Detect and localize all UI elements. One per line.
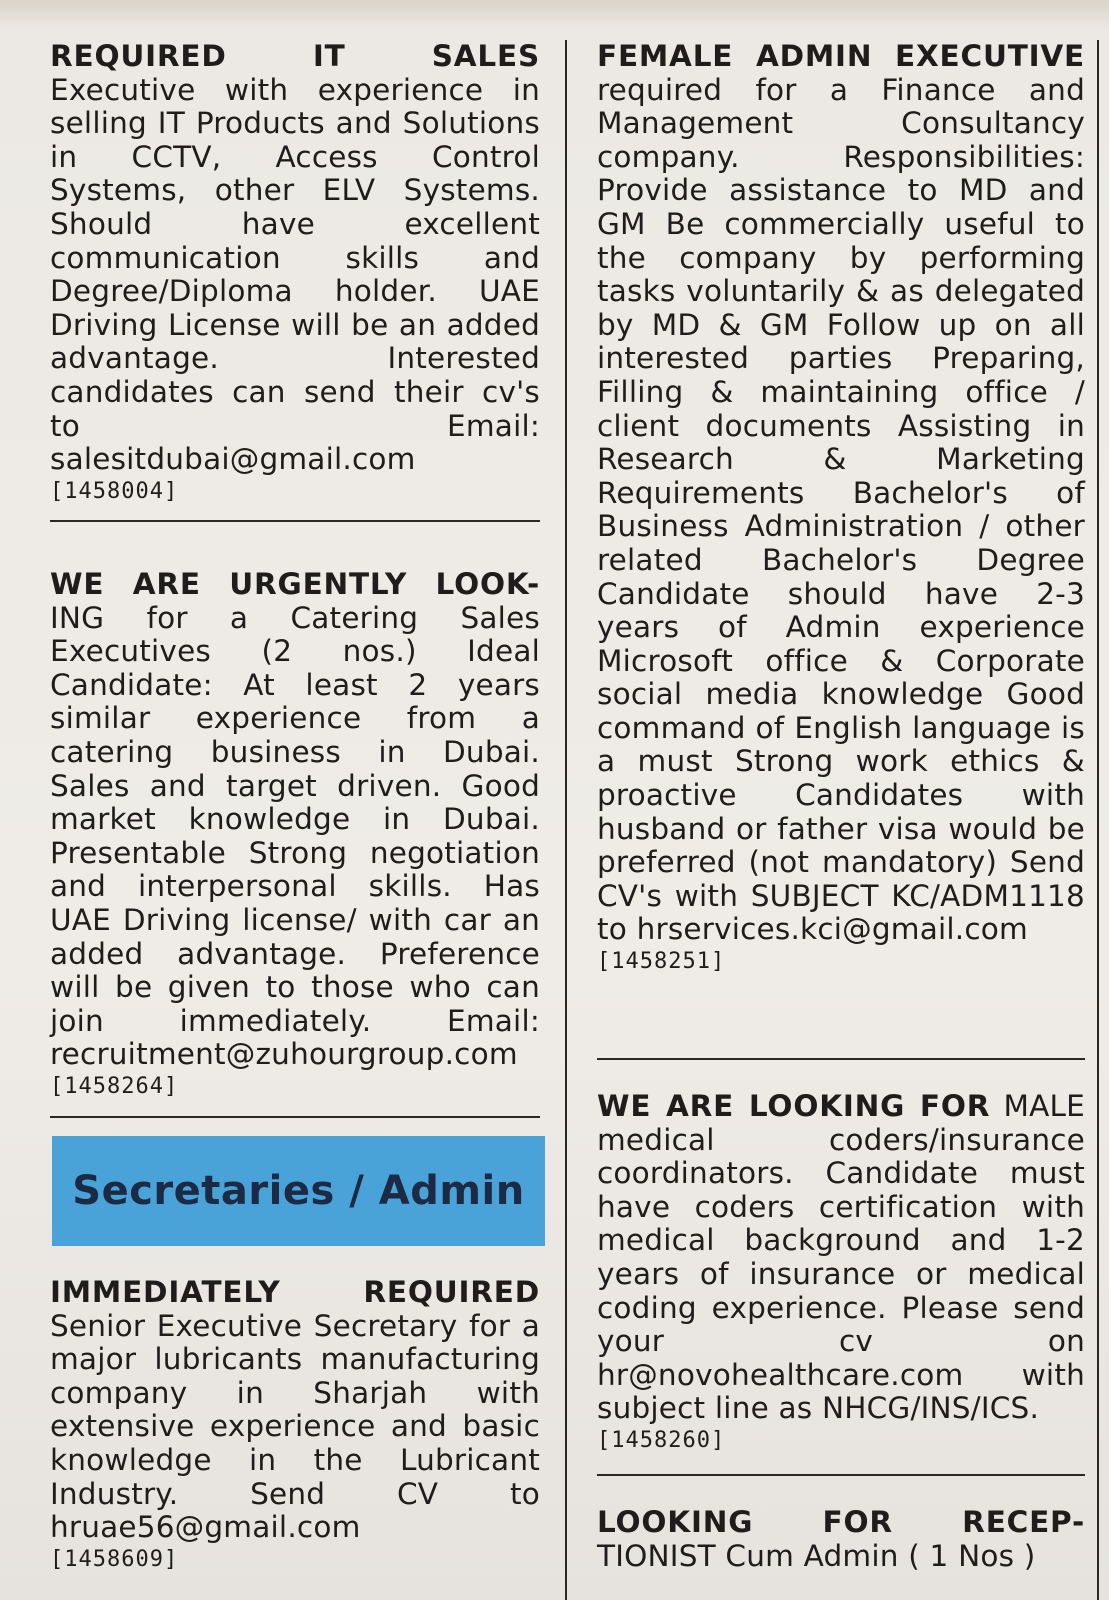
ad-heading: IMMEDIATELY REQUIRED [50, 1275, 540, 1309]
ad-heading: WE ARE URGENTLY LOOK- [50, 567, 540, 601]
ad-separator [50, 1116, 540, 1118]
ad-catering-sales [50, 568, 540, 1102]
ad-receptionist [597, 1506, 1085, 1573]
ad-reference: [1458251] [597, 949, 726, 975]
ad-separator [597, 1474, 1085, 1476]
column-divider [565, 40, 567, 1600]
section-title: Secretaries / Admin [72, 1168, 525, 1214]
ad-body: Senior Executive Secretary for a major lubricants manufacturing company in Sharjah with extensive experience and basic knowledge in the Lubricant Industry. Send CV to hruae56@gmail.com [50, 1308, 540, 1545]
ad-body: MALE medical coders/insurance coordinators. Candidate must have coders certification with medical background and 1-2 years of insurance or medical coding experience. Please send your cv on hr@novohealthcare.com with subject line as NHCG/INS/ICS. [597, 1089, 1086, 1426]
section-banner [52, 1136, 545, 1246]
ad-it-sales [50, 40, 540, 507]
ad-heading: LOOKING FOR RECEP- [597, 1505, 1085, 1539]
ad-body: Executive with experience in selling IT Products and Solutions in CCTV, Access Control Systems, other ELV Systems. Should have excellent communication skills and Degree/Diploma holder. UAE Driving License will be an added advantage. Interested candidates can send their cv's to Email: salesitdubai@gmail.com [50, 72, 540, 477]
ad-reference: [1458609] [50, 1546, 179, 1572]
ad-separator [597, 1058, 1085, 1060]
ad-heading: FEMALE ADMIN EXECUTIVE [597, 39, 1085, 73]
column-divider-right [1097, 40, 1099, 1600]
ad-body: required for a Finance and Management Consultancy company. Responsibilities: Provide assistance to MD and GM Be commercially useful to the company by performing tasks voluntarily & as delegated by MD & GM Follow up on all interested parties Preparing, Filling & maintaining office / client documents Assisting in Research & Marketing Requirements Bachelor's of Business Administration / other related Bachelor's Degree Candidate should have 2-3 years of Admin experience Microsoft office & Corporate social media knowledge Good command of English language is a must Strong work ethics & proactive Candidates with husband or father visa would be preferred (not mandatory) Send CV's with SUBJECT KC/ADM1118 to hrservices.kci@gmail.com [597, 72, 1085, 947]
right-column [597, 0, 1085, 1600]
ad-body: TIONIST Cum Admin ( 1 Nos ) [597, 1538, 1036, 1573]
ad-separator [50, 520, 540, 522]
ad-reference: [1458004] [50, 478, 179, 504]
left-column [50, 0, 540, 1600]
ad-medical-coders [597, 1090, 1085, 1456]
ad-executive-secretary [50, 1276, 540, 1575]
ad-heading: WE ARE LOOKING FOR [597, 1089, 991, 1123]
ad-reference: [1458264] [50, 1073, 179, 1099]
ad-heading: REQUIRED IT SALES [50, 39, 540, 73]
ad-female-admin-executive [597, 40, 1085, 977]
ad-body: ING for a Catering Sales Executives (2 nos.) Ideal Candidate: At least 2 years similar experience from a catering business in Dubai. Sales and target driven. Good market knowledge in Dubai. Presentable Strong negotiation and interpersonal skills. Has UAE Driving license/ with car an added advantage. Preference will be given to those who can join immediately. Email: recruitment@zuhourgroup.com [50, 600, 540, 1072]
ad-reference: [1458260] [597, 1427, 726, 1453]
